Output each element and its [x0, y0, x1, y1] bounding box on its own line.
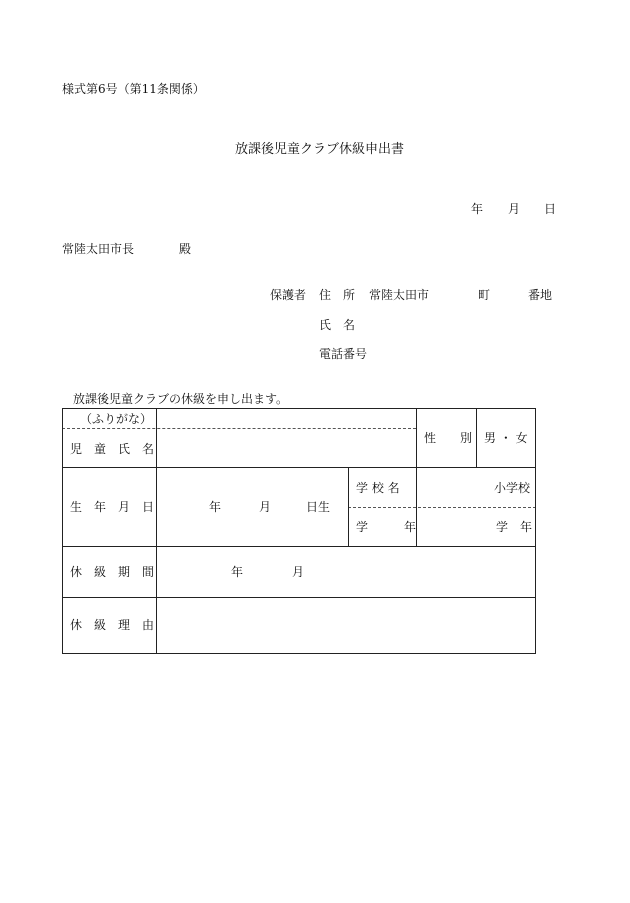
form-number: 様式第6号（第11条関係） [62, 82, 205, 96]
birth-month-label: 月 [259, 500, 272, 514]
leave-period-month: 月 [292, 565, 305, 579]
statement-text: 放課後児童クラブの休級を申し出ます。 [73, 392, 289, 406]
table-border-left [62, 408, 63, 654]
guardian-address-town: 町 [478, 288, 491, 302]
birth-day-label: 日生 [306, 500, 331, 514]
gender-options: 男 ・ 女 [484, 431, 528, 445]
school-name-label: 学 校 名 [356, 481, 400, 495]
guardian-address-lot: 番地 [528, 288, 553, 302]
addressee-name: 常陸太田市長 [62, 242, 135, 256]
leave-period-label: 休 級 期 間 [70, 565, 155, 579]
table-border-right [535, 408, 536, 654]
furigana-label: （ふりがな） [80, 412, 153, 426]
addressee-honorific: 殿 [179, 242, 192, 256]
row-divider-period [62, 597, 536, 598]
birth-date-label: 生 年 月 日 [70, 500, 155, 514]
guardian-address-city: 常陸太田市 [369, 288, 430, 302]
document-title: 放課後児童クラブ休級申出書 [235, 142, 405, 157]
school-label-divider [348, 467, 349, 547]
school-value-divider [416, 467, 417, 547]
guardian-phone-label: 電話番号 [319, 347, 368, 361]
school-grade-divider [348, 507, 536, 508]
application-table [62, 408, 536, 654]
child-name-label: 児 童 氏 名 [70, 442, 155, 456]
school-suffix: 小学校 [494, 481, 531, 495]
gender-value-divider [476, 408, 477, 468]
leave-period-year: 年 [231, 565, 244, 579]
label-column-divider [156, 408, 157, 654]
grade-label: 学 年 [356, 520, 417, 534]
row-divider-birth [62, 546, 536, 547]
gender-label: 性 別 [424, 431, 473, 445]
guardian-name-label: 氏 名 [319, 318, 356, 332]
date-month-label: 月 [508, 202, 521, 216]
table-border-top [62, 408, 536, 409]
guardian-label: 保護者 [270, 288, 307, 302]
birth-year-label: 年 [209, 500, 222, 514]
guardian-address-label: 住 所 [319, 288, 356, 302]
gender-label-divider [416, 408, 417, 468]
date-day-label: 日 [544, 202, 557, 216]
table-border-bottom [62, 653, 536, 654]
leave-reason-label: 休 級 理 由 [70, 618, 155, 632]
furigana-divider [62, 428, 416, 429]
row-divider-name [62, 467, 536, 468]
grade-suffix: 学 年 [496, 520, 533, 534]
date-year-label: 年 [471, 202, 484, 216]
